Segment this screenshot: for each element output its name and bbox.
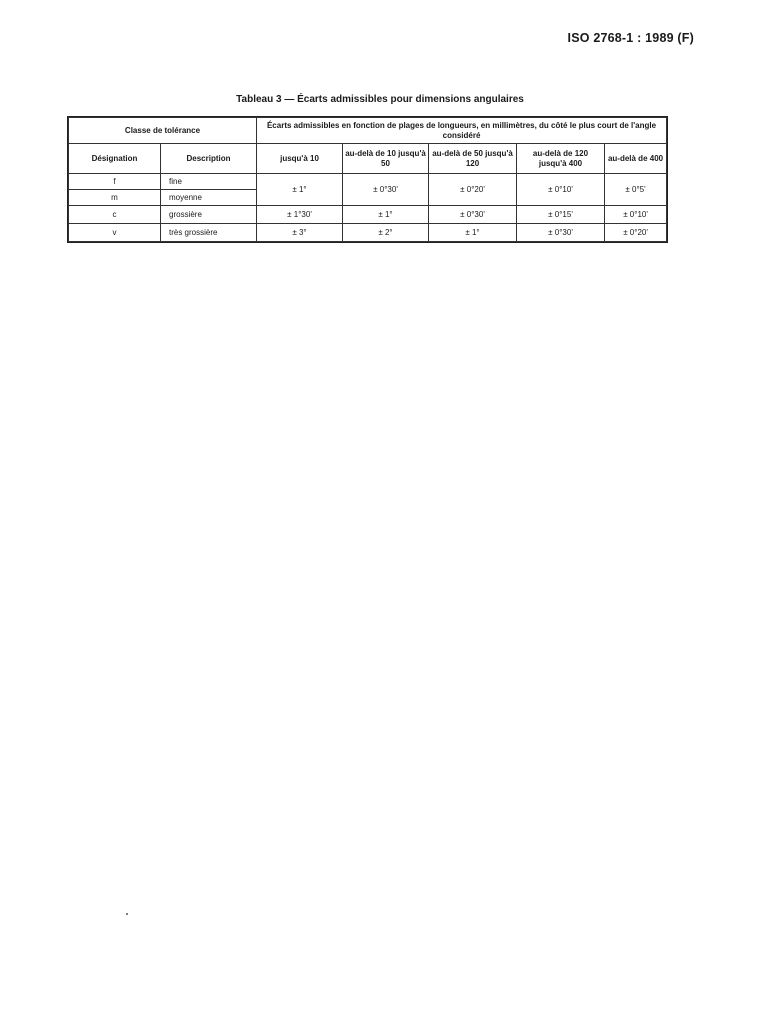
header-range-4: au-delà de 400: [605, 144, 667, 174]
cell-description: grossière: [161, 206, 257, 224]
table-row: [69, 174, 667, 190]
header-range-1: au-delà de 10 jusqu'à 50: [343, 144, 429, 174]
header-range-0: jusqu'à 10: [257, 144, 343, 174]
cell-designation: f: [69, 174, 161, 190]
header-range-2: au-delà de 50 jusqu'à 120: [429, 144, 517, 174]
cell-value: ± 1°30': [257, 206, 343, 224]
cell-description: moyenne: [161, 190, 257, 206]
table-row: [69, 206, 667, 224]
scan-speck: [126, 913, 128, 915]
header-tolerance-class: Classe de tolérance: [69, 118, 257, 144]
cell-designation: v: [69, 224, 161, 242]
cell-designation: c: [69, 206, 161, 224]
cell-value: ± 1°: [429, 224, 517, 242]
cell-value: ± 0°10': [517, 174, 605, 206]
angular-tolerance-table: [68, 117, 667, 242]
cell-value: ± 0°30': [517, 224, 605, 242]
standard-reference: ISO 2768-1 : 1989 (F): [567, 31, 694, 45]
cell-value: ± 2°: [343, 224, 429, 242]
cell-value: ± 0°30': [429, 206, 517, 224]
header-description: Description: [161, 144, 257, 174]
cell-value: ± 0°15': [517, 206, 605, 224]
cell-value: ± 3°: [257, 224, 343, 242]
header-range-3: au-delà de 120 jusqu'à 400: [517, 144, 605, 174]
cell-value: ± 0°5': [605, 174, 667, 206]
header-designation: Désignation: [69, 144, 161, 174]
table-row: [69, 224, 667, 242]
table-title: Tableau 3 — Écarts admissibles pour dimensions angulaires: [236, 94, 524, 105]
cell-value: ± 0°20': [429, 174, 517, 206]
cell-value: ± 0°10': [605, 206, 667, 224]
cell-value: ± 1°: [343, 206, 429, 224]
cell-value: ± 0°30': [343, 174, 429, 206]
cell-designation: m: [69, 190, 161, 206]
cell-description: très grossière: [161, 224, 257, 242]
header-permissible-deviations: Écarts admissibles en fonction de plages de longueurs, en millimètres, du côté le plus court de l'angle considéré: [257, 118, 667, 144]
cell-description: fine: [161, 174, 257, 190]
cell-value: ± 1°: [257, 174, 343, 206]
cell-value: ± 0°20': [605, 224, 667, 242]
